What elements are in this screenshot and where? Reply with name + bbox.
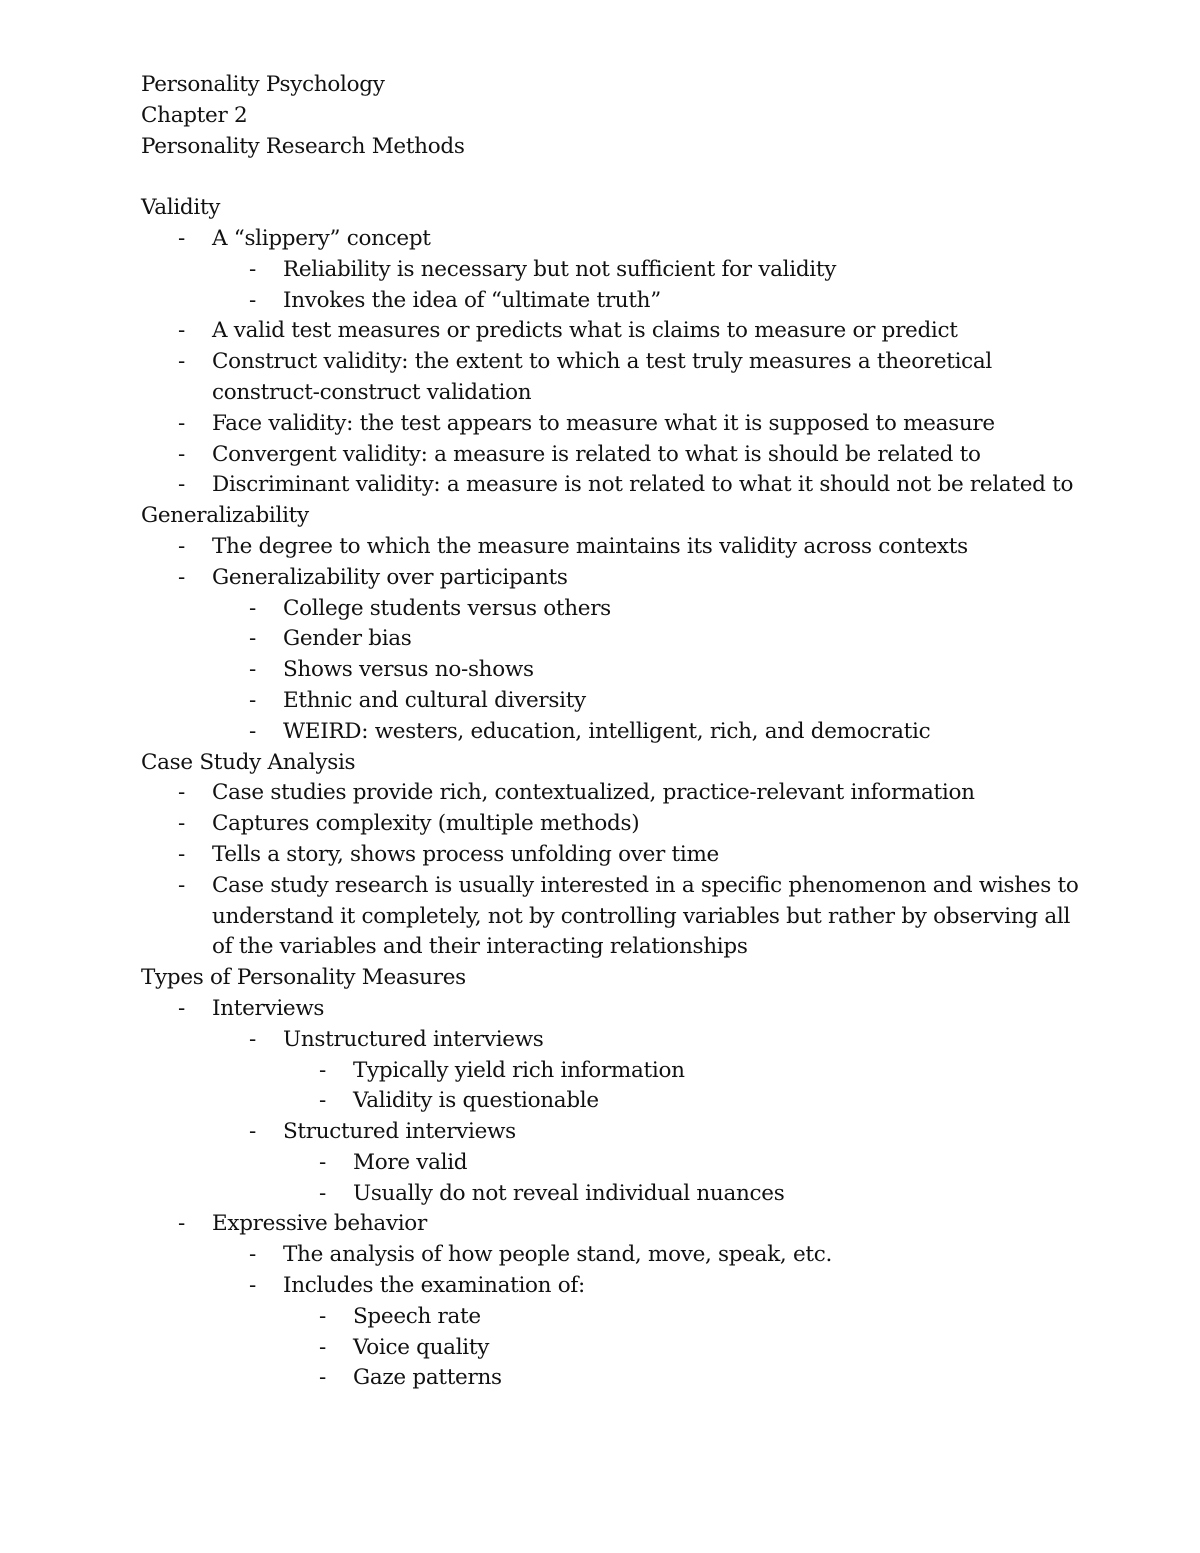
list-item: - Ethnic and cultural diversity [0,686,1200,717]
bullet-dash: - [249,1273,256,1299]
list-item: - The analysis of how people stand, move, speak, etc. [0,1240,1200,1271]
list-item: - Construct validity: the extent to which a test truly measures a theoretical [0,347,1200,378]
list-item: - Generalizability over participants [0,563,1200,594]
bullet-dash: - [249,1119,256,1145]
list-item: - Validity is questionable [0,1086,1200,1117]
list-item-continuation: understand it completely, not by controlling variables but rather by observing all [212,903,1071,929]
bullet-dash: - [178,318,185,344]
list-item-continuation: construct-construct validation [212,379,532,405]
list-item: - Speech rate [0,1302,1200,1333]
bullet-dash: - [249,256,256,282]
bullet-dash: - [249,687,256,713]
bullet-dash: - [178,1211,185,1237]
bullet-dash: - [178,872,185,898]
list-item: - Captures complexity (multiple methods) [0,809,1200,840]
list-item: - College students versus others [0,594,1200,625]
list-item: - Typically yield rich information [0,1056,1200,1087]
bullet-dash: - [249,718,256,744]
list-item: - A valid test measures or predicts what is claims to measure or predict [0,316,1200,347]
bullet-dash: - [178,533,185,559]
list-item: - Voice quality [0,1333,1200,1364]
section-heading-case-study: Case Study Analysis [141,749,356,775]
list-item: - Expressive behavior [0,1209,1200,1240]
list-item: - Tells a story, shows process unfolding over time [0,840,1200,871]
document-page [0,70,1200,1394]
list-item: - Discriminant validity: a measure is not related to what it should not be related to [0,470,1200,501]
bullet-dash: - [319,1149,326,1175]
bullet-dash: - [178,472,185,498]
list-item: - Usually do not reveal individual nuances [0,1179,1200,1210]
bullet-dash: - [319,1334,326,1360]
section-heading-measures: Types of Personality Measures [141,965,466,991]
bullet-dash: - [178,225,185,251]
list-item: - Structured interviews [0,1117,1200,1148]
list-item: - Includes the examination of: [0,1271,1200,1302]
list-item: - Shows versus no-shows [0,655,1200,686]
bullet-dash: - [249,1026,256,1052]
list-item: - Unstructured interviews [0,1025,1200,1056]
bullet-dash: - [178,441,185,467]
bullet-dash: - [319,1180,326,1206]
list-item: - Invokes the idea of “ultimate truth” [0,286,1200,317]
list-item: - Gender bias [0,624,1200,655]
bullet-dash: - [249,1242,256,1268]
section-heading-validity: Validity [141,195,221,221]
list-item: - Reliability is necessary but not sufficient for validity [0,255,1200,286]
list-item: - WEIRD: westers, education, intelligent, rich, and democratic [0,717,1200,748]
bullet-dash: - [178,349,185,375]
bullet-dash: - [249,287,256,313]
bullet-dash: - [249,657,256,683]
bullet-dash: - [178,780,185,806]
list-item: - Gaze patterns [0,1363,1200,1394]
bullet-dash: - [249,595,256,621]
list-item: - More valid [0,1148,1200,1179]
bullet-dash: - [178,995,185,1021]
bullet-dash: - [178,410,185,436]
list-item: - The degree to which the measure maintains its validity across contexts [0,532,1200,563]
bullet-dash: - [319,1365,326,1391]
list-item: - Case study research is usually interested in a specific phenomenon and wishes to [0,871,1200,902]
list-item: - Case studies provide rich, contextualized, practice-relevant information [0,778,1200,809]
chapter-number: Chapter 2 [141,102,248,128]
chapter-title: Personality Research Methods [141,133,465,159]
list-item-continuation: of the variables and their interacting relationships [212,934,748,960]
bullet-dash: - [178,841,185,867]
bullet-dash: - [319,1057,326,1083]
list-item: - Convergent validity: a measure is related to what is should be related to [0,440,1200,471]
bullet-dash: - [178,564,185,590]
bullet-dash: - [249,626,256,652]
list-item: - Interviews [0,994,1200,1025]
section-heading-generalizability: Generalizability [141,503,309,529]
bullet-dash: - [319,1088,326,1114]
list-item: - Face validity: the test appears to measure what it is supposed to measure [0,409,1200,440]
bullet-dash: - [319,1303,326,1329]
bullet-dash: - [178,811,185,837]
course-title: Personality Psychology [141,72,385,97]
list-item: - A “slippery” concept [0,224,1200,255]
blank-line [0,162,1200,193]
